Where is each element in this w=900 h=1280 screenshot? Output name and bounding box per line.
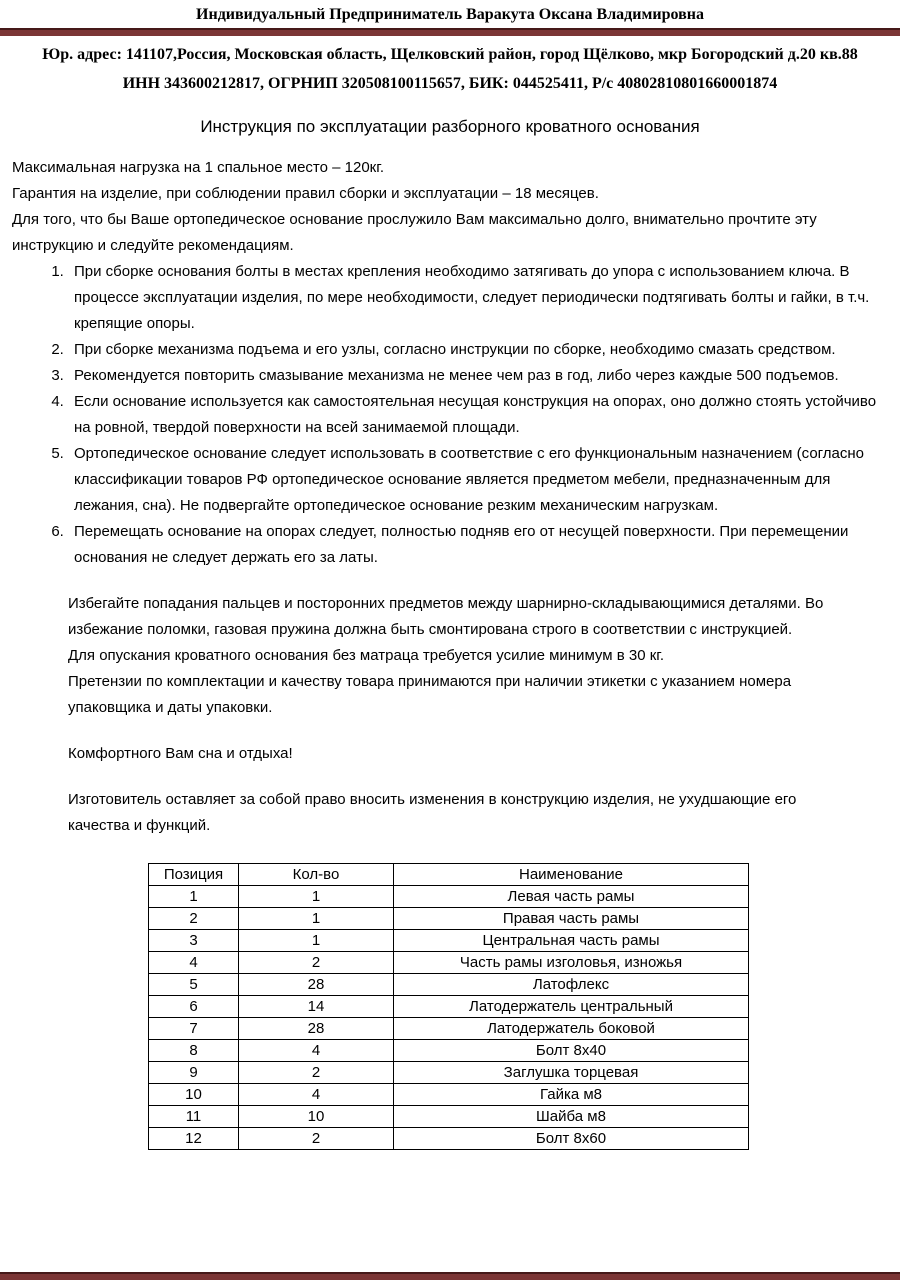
table-row	[149, 1018, 749, 1040]
cell-position: 3	[149, 930, 239, 952]
table-header-row	[149, 864, 749, 886]
cell-position: 7	[149, 1018, 239, 1040]
footer-divider-rule	[0, 1272, 900, 1280]
cell-name: Часть рамы изголовья, изножья	[394, 952, 749, 974]
notes-section	[68, 591, 846, 721]
col-header-position: Позиция	[149, 864, 239, 886]
cell-quantity: 4	[239, 1084, 394, 1106]
table-row	[149, 996, 749, 1018]
letterhead-legal-address: Юр. адрес: 141107,Россия, Московская область, Щелковский район, город Щёлково, мкр Богородский д.20 кв.88	[42, 46, 858, 63]
cell-quantity: 1	[239, 930, 394, 952]
cell-quantity: 2	[239, 952, 394, 974]
col-header-name: Наименование	[394, 864, 749, 886]
table-row	[149, 1128, 749, 1150]
table-row	[149, 1084, 749, 1106]
intro-line-read-instruction: Для того, что бы Ваше ортопедическое основание прослужило Вам максимально долго, внимательно прочтите эту инструкцию и следуйте рекомендациям.	[12, 211, 817, 254]
col-header-quantity: Кол-во	[239, 864, 394, 886]
cell-position: 12	[149, 1128, 239, 1150]
cell-name: Правая часть рамы	[394, 908, 749, 930]
cell-position: 1	[149, 886, 239, 908]
table-row	[149, 1106, 749, 1128]
table-row	[149, 886, 749, 908]
closing-wish: Комфортного Вам сна и отдыха!	[68, 745, 293, 762]
rule-item-2: 2. При сборке механизма подъема и его узлы, согласно инструкции по сборке, необходимо смазать средством.	[68, 337, 878, 363]
cell-name: Заглушка торцевая	[394, 1062, 749, 1084]
cell-name: Болт 8х60	[394, 1128, 749, 1150]
letterhead-requisites: ИНН 343600212817, ОГРНИП 320508100115657, БИК: 044525411, Р/с 40802810801660001874	[122, 75, 778, 92]
cell-position: 6	[149, 996, 239, 1018]
table-row	[149, 1040, 749, 1062]
cell-quantity: 1	[239, 886, 394, 908]
rule-item-4: 4. Если основание используется как самостоятельная несущая конструкция на опорах, оно должно стоять устойчиво на ровной, твердой поверхности на всей занимаемой площади.	[68, 389, 878, 441]
cell-name: Левая часть рамы	[394, 886, 749, 908]
letterhead-company-name: Индивидуальный Предприниматель Варакута Оксана Владимировна	[196, 6, 704, 23]
rule-item-3: 3. Рекомендуется повторить смазывание механизма не менее чем раз в год, либо через каждые 500 подъемов.	[68, 363, 878, 389]
table-row	[149, 930, 749, 952]
parts-table	[148, 863, 749, 1150]
table-row	[149, 908, 749, 930]
cell-name: Латодержатель центральный	[394, 996, 749, 1018]
cell-name: Гайка м8	[394, 1084, 749, 1106]
cell-name: Болт 8х40	[394, 1040, 749, 1062]
cell-name: Центральная часть рамы	[394, 930, 749, 952]
note-lowering-force: Для опускания кроватного основания без матраца требуется усилие минимум в 30 кг.	[68, 647, 665, 664]
cell-position: 11	[149, 1106, 239, 1128]
cell-quantity: 28	[239, 974, 394, 996]
manufacturer-disclaimer: Изготовитель оставляет за собой право вносить изменения в конструкцию изделия, не ухудшающие его качества и функций.	[68, 791, 797, 834]
intro-line-max-load: Максимальная нагрузка на 1 спальное место – 120кг.	[12, 159, 385, 176]
table-row	[149, 974, 749, 996]
cell-position: 4	[149, 952, 239, 974]
table-row	[149, 1062, 749, 1084]
table-row	[149, 952, 749, 974]
cell-quantity: 1	[239, 908, 394, 930]
note-pinch-warning: Избегайте попадания пальцев и посторонних предметов между шарнирно-складывающимися деталями. Во избежание поломки, газовая пружина должна быть смонтирована строго в соответствии с инструкцией.	[68, 595, 824, 638]
cell-position: 9	[149, 1062, 239, 1084]
document-body	[12, 155, 878, 1150]
rules-list	[12, 259, 878, 571]
document-title: Инструкция по эксплуатации разборного кроватного основания	[200, 117, 700, 136]
cell-position: 8	[149, 1040, 239, 1062]
intro-line-warranty: Гарантия на изделие, при соблюдении правил сборки и эксплуатации – 18 месяцев.	[12, 185, 599, 202]
cell-quantity: 10	[239, 1106, 394, 1128]
cell-name: Латодержатель боковой	[394, 1018, 749, 1040]
cell-quantity: 2	[239, 1128, 394, 1150]
cell-quantity: 2	[239, 1062, 394, 1084]
cell-quantity: 4	[239, 1040, 394, 1062]
rule-item-6: 6. Перемещать основание на опорах следует, полностью подняв его от несущей поверхности. При перемещении основания не следует держать его за латы.	[68, 519, 878, 571]
cell-position: 10	[149, 1084, 239, 1106]
cell-position: 5	[149, 974, 239, 996]
rule-item-1: 1. При сборке основания болты в местах крепления необходимо затягивать до упора с использованием ключа. В процессе эксплуатации изделия, по мере необходимости, следует периодически подтягивать болты и гайки, в т.ч. крепящие опоры.	[68, 259, 878, 337]
letterhead-divider-rule	[0, 28, 900, 36]
cell-position: 2	[149, 908, 239, 930]
cell-name: Латофлекс	[394, 974, 749, 996]
rule-item-5: 5. Ортопедическое основание следует использовать в соответствие с его функциональным назначением (согласно классификации товаров РФ ортопедическое основание является предметом мебели, предназначенным для лежания, сна). Не подвергайте ортопедическое основание резким механическим нагрузкам.	[68, 441, 878, 519]
note-claims: Претензии по комплектации и качеству товара принимаются при наличии этикетки с указанием номера упаковщика и даты упаковки.	[68, 673, 792, 716]
cell-quantity: 28	[239, 1018, 394, 1040]
cell-name: Шайба м8	[394, 1106, 749, 1128]
cell-quantity: 14	[239, 996, 394, 1018]
intro-section	[12, 155, 878, 259]
